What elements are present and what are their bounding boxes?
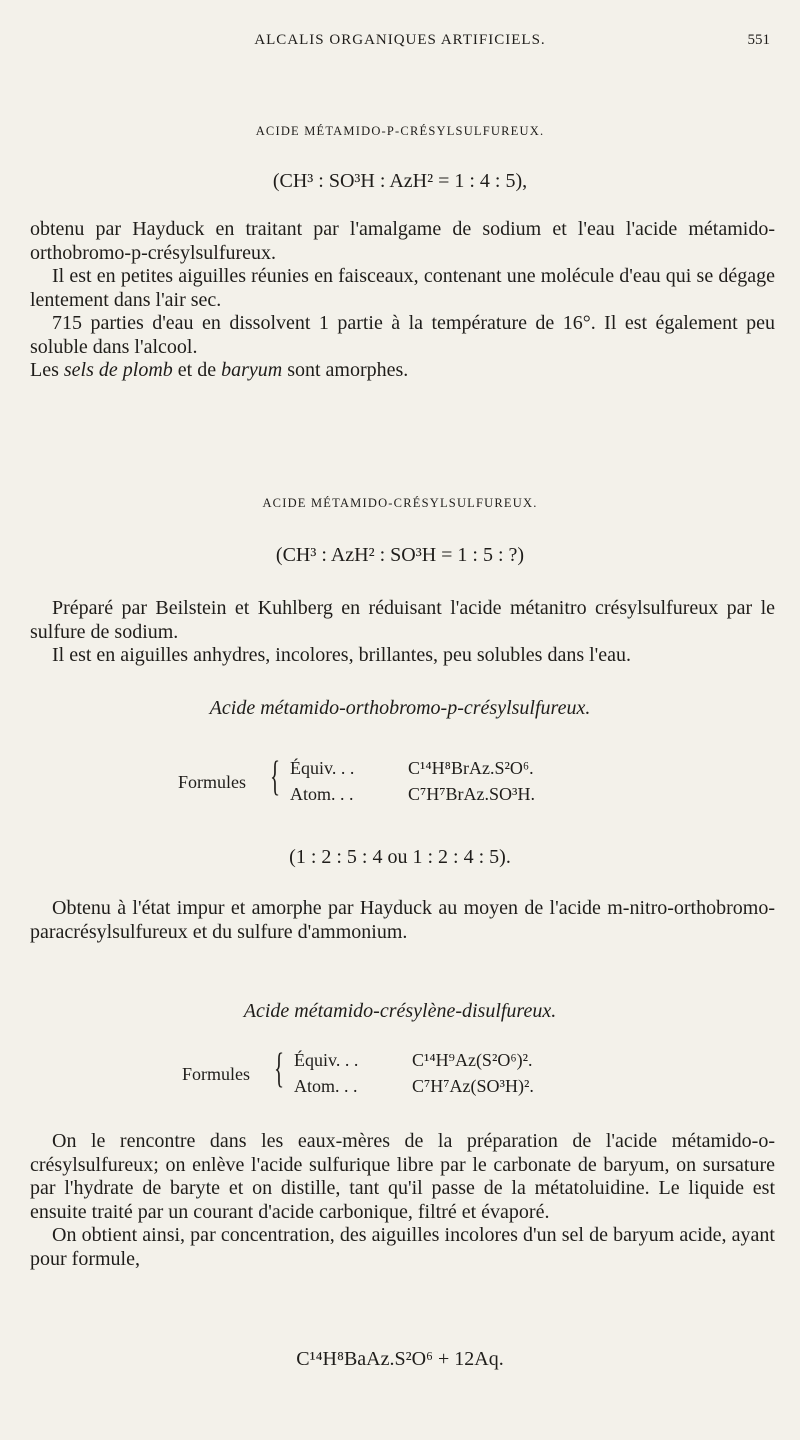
- formula-row-label: Équiv. . .: [290, 758, 355, 778]
- formulas-label: Formules: [182, 1064, 251, 1084]
- formula-row-label: Atom. . .: [294, 1076, 358, 1096]
- paragraph: obtenu par Hayduck en traitant par l'amalgame de sodium et l'eau l'acide métamido-orthobromo-p-crésylsulfureux.: [30, 218, 775, 264]
- running-title: ALCALIS ORGANIQUES ARTIFICIELS.: [254, 32, 546, 48]
- section-title-metamido-cresylsulfureux: ACIDE MÉTAMIDO-CRÉSYLSULFUREUX.: [262, 496, 538, 510]
- running-header: [0, 32, 800, 56]
- formula-row-value: C⁷H⁷Az(SO³H)².: [412, 1076, 534, 1096]
- paragraph: Il est en petites aiguilles réunies en faisceaux, contenant une molécule d'eau qui se dégage lentement dans l'air sec.: [30, 265, 775, 311]
- section-body: [30, 218, 775, 383]
- section-body: [30, 897, 775, 944]
- section-title-metamido-cresylene-disulfureux: Acide métamido-crésylène-disulfureux.: [243, 1000, 557, 1022]
- formulas-label: Formules: [178, 772, 247, 792]
- paragraph: Il est en aiguilles anhydres, incolores, brillantes, peu solubles dans l'eau.: [52, 644, 632, 666]
- formula-row-value: C⁷H⁷BrAz.SO³H.: [408, 784, 535, 804]
- formula-row-label: Équiv. . .: [294, 1050, 359, 1070]
- text: et de: [172, 359, 222, 381]
- italic-text: baryum: [221, 359, 283, 381]
- page-number: 551: [747, 32, 770, 48]
- section-formula: (CH³ : AzH² : SO³H = 1 : 5 : ?): [275, 544, 525, 566]
- section-body: [30, 597, 775, 668]
- ratio-line: (1 : 2 : 5 : 4 ou 1 : 2 : 4 : 5).: [289, 846, 511, 868]
- paragraph: 715 parties d'eau en dissolvent 1 partie à la température de 16°. Il est également peu soluble dans l'alcool.: [30, 312, 775, 358]
- formulas-block: [178, 754, 658, 818]
- formula-row-value: C¹⁴H⁸BrAz.S²O⁶.: [408, 758, 534, 778]
- paragraph: [30, 359, 775, 383]
- section-title-metamido-p-cresylsulfureux: ACIDE MÉTAMIDO-P-CRÉSYLSULFUREUX.: [255, 124, 545, 138]
- formula-row-equiv: [294, 1050, 533, 1071]
- formula-row-value: C¹⁴H⁹Az(S²O⁶)².: [412, 1050, 533, 1070]
- section-body: [30, 1130, 775, 1271]
- formula-row-label: Atom. . .: [290, 784, 354, 804]
- final-formula: C¹⁴H⁸BaAz.S²O⁶ + 12Aq.: [296, 1348, 504, 1370]
- brace-icon: {: [274, 1046, 285, 1092]
- italic-text: sels de plomb: [63, 359, 173, 381]
- formula-row-atom: [294, 1076, 534, 1097]
- paragraph: On obtient ainsi, par concentration, des aiguilles incolores d'un sel de baryum acide, ayant pour formule,: [30, 1224, 775, 1270]
- brace-icon: {: [270, 754, 281, 800]
- paragraph: Obtenu à l'état impur et amorphe par Hayduck au moyen de l'acide m-nitro-orthobromo-paracrésylsulfureux et du sulfure d'ammonium.: [30, 897, 775, 943]
- text: sont amorphes.: [282, 359, 409, 381]
- section-title-metamido-orthobromo: Acide métamido-orthobromo-p-crésylsulfureux.: [209, 697, 591, 719]
- section-formula: (CH³ : SO³H : AzH² = 1 : 4 : 5),: [272, 170, 528, 192]
- formulas-block: [182, 1046, 662, 1110]
- text: Les: [30, 359, 64, 381]
- formula-row-equiv: [290, 758, 534, 779]
- paragraph: Préparé par Beilstein et Kuhlberg en réduisant l'acide métanitro crésylsulfureux par le sulfure de sodium.: [30, 597, 775, 643]
- paragraph: On le rencontre dans les eaux-mères de la préparation de l'acide métamido-o-crésylsulfureux; on enlève l'acide sulfurique libre par le carbonate de baryum, on sursature par l'hydrate de baryte et on distille, tant qu'il passe de la métatoluidine. Le liquide est ensuite traité par un courant d'acide carbonique, filtré et évaporé.: [30, 1130, 775, 1223]
- formula-row-atom: [290, 784, 535, 805]
